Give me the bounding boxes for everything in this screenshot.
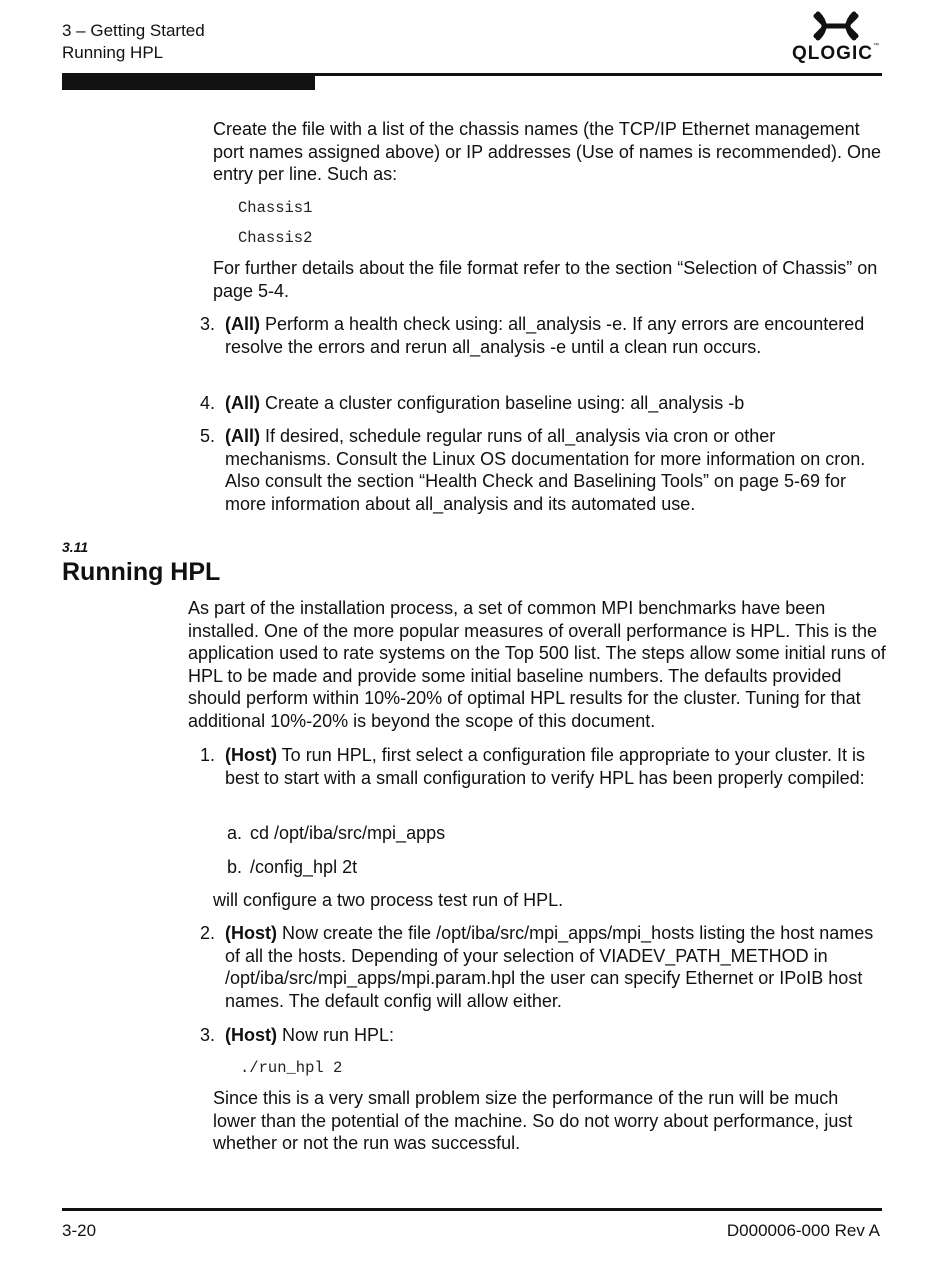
step-5-text: (All) If desired, schedule regular runs of all_analysis via cron or other mechanisms. Consult the Linux OS documentation for more information on cron. Also consult the section “Health Check and Baselining Tools” on page 5-69 for more information about all_analysis and its automated use. bbox=[225, 426, 866, 514]
section-title: Running HPL bbox=[62, 558, 221, 586]
hpl-step-3-text: (Host) Now run HPL: bbox=[225, 1025, 395, 1045]
substep-a-text: cd /opt/iba/src/mpi_apps bbox=[250, 823, 446, 843]
step-3-text: (All) Perform a health check using: all_analysis -e. If any errors are encountered resolve the errors and rerun all_analysis -e until a clean run occurs. bbox=[225, 314, 865, 357]
page-number: 3-20 bbox=[62, 1221, 97, 1240]
logo-wordmark: QLOGIC™ bbox=[792, 43, 880, 64]
step-number: 3. bbox=[199, 314, 215, 334]
footer-rule bbox=[62, 1208, 882, 1211]
substep-letter: b. bbox=[226, 857, 242, 877]
intro-paragraph: Create the file with a list of the chassis names (the TCP/IP Ethernet management port names assigned above) or IP addresses (Use of names is recommended). One entry per line. Such as: bbox=[213, 119, 881, 184]
step-4-text: (All) Create a cluster configuration baseline using: all_analysis -b bbox=[225, 393, 745, 413]
qlogic-mark-icon bbox=[790, 10, 882, 42]
code-line-chassis2: Chassis2 bbox=[238, 229, 313, 247]
step-number: 2. bbox=[199, 923, 215, 943]
running-header-section: Running HPL bbox=[62, 43, 164, 62]
code-run-hpl: ./run_hpl 2 bbox=[240, 1059, 343, 1077]
running-header-chapter: 3 – Getting Started bbox=[62, 21, 205, 40]
file-format-note: For further details about the file format refer to the section “Selection of Chassis” on page 5-4. bbox=[213, 258, 878, 301]
substep-letter: a. bbox=[226, 823, 242, 843]
closing-paragraph: Since this is a very small problem size the performance of the run will be much lower than the potential of the machine. So do not worry about performance, just whether or not the run was successful. bbox=[213, 1088, 853, 1153]
section-intro: As part of the installation process, a set of common MPI benchmarks have been installed. One of the more popular measures of overall performance is HPL. This is the application used to rate systems on the Top 500 list. The steps allow some initial runs of HPL to be made and provide some initial baseline numbers. The defaults provided should perform within 10%-20% of optimal HPL results for the cluster. Tuning for that additional 10%-20% is beyond the scope of this document. bbox=[188, 598, 886, 731]
step-number: 1. bbox=[199, 745, 215, 765]
role-label: (Host) bbox=[225, 745, 277, 765]
hpl-step-2-text: (Host) Now create the file /opt/iba/src/mpi_apps/mpi_hosts listing the host names of all the hosts. Depending of your selection of VIADEV_PATH_METHOD in /opt/iba/src/mpi_apps/mpi.param.hpl the user can specify Ethernet or IPoIB host names. The default config will allow either. bbox=[225, 923, 874, 1011]
header-bar bbox=[62, 73, 315, 90]
step-number: 4. bbox=[199, 393, 215, 413]
hpl-step-1-text: (Host) To run HPL, first select a configuration file appropriate to your cluster. It is best to start with a small configuration to verify HPL has been properly compiled: bbox=[225, 745, 865, 788]
step-number: 3. bbox=[199, 1025, 215, 1045]
section-number: 3.11 bbox=[62, 539, 89, 555]
role-label: (Host) bbox=[225, 1025, 277, 1045]
qlogic-logo bbox=[790, 10, 882, 66]
role-label: (All) bbox=[225, 426, 260, 446]
configure-note: will configure a two process test run of HPL. bbox=[213, 890, 564, 910]
code-line-chassis1: Chassis1 bbox=[238, 199, 313, 217]
document-id: D000006-000 Rev A bbox=[726, 1221, 880, 1240]
role-label: (All) bbox=[225, 393, 260, 413]
role-label: (Host) bbox=[225, 923, 277, 943]
substep-b-text: /config_hpl 2t bbox=[250, 857, 358, 877]
step-number: 5. bbox=[199, 426, 215, 446]
role-label: (All) bbox=[225, 314, 260, 334]
